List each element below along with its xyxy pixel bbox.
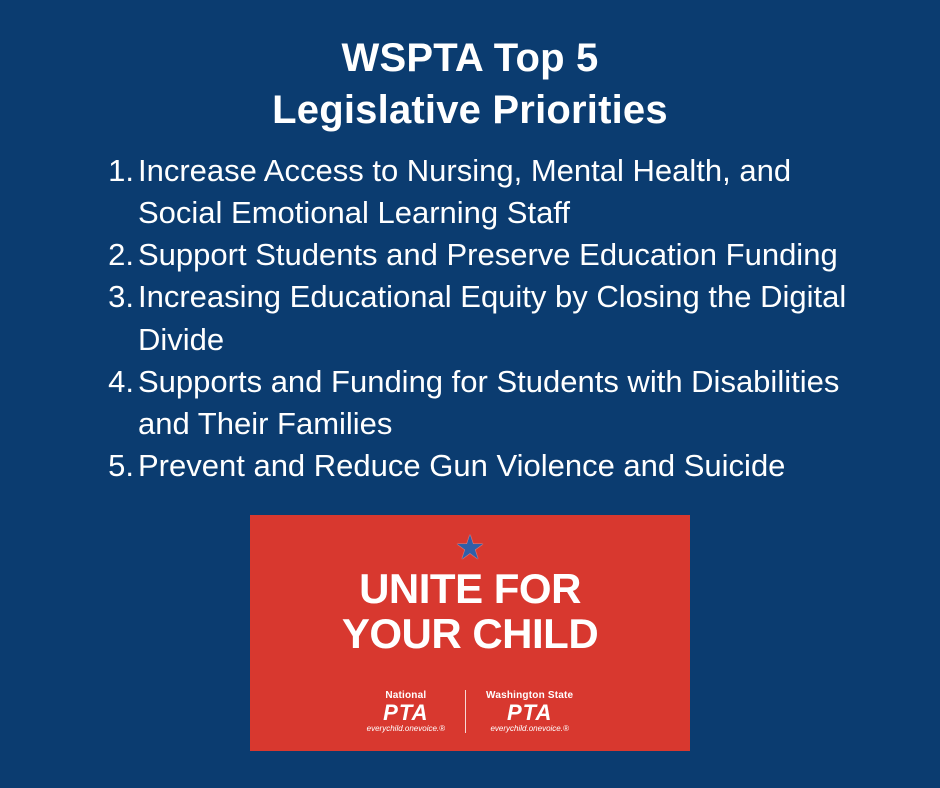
national-pta-logo-wordmark: PTA (383, 699, 429, 725)
national-pta-logo-top: National (385, 689, 427, 701)
list-item-label: Prevent and Reduce Gun Violence and Suicide (138, 448, 786, 484)
banner-headline-line-2: YOUR CHILD (341, 609, 599, 657)
list-item-number: 2. (108, 237, 134, 273)
unite-for-your-child-banner (250, 515, 690, 751)
list-item-label: Increase Access to Nursing, Mental Health, and Social Emotional Learning Staff (138, 153, 792, 231)
list-item (0, 150, 940, 234)
banner-wrapper (0, 515, 940, 751)
list-item (0, 361, 940, 445)
list-item-number: 1. (108, 153, 134, 188)
banner-headline-line-1: UNITE FOR (359, 565, 581, 613)
page-title-line-1: WSPTA Top 5 (341, 36, 599, 80)
national-pta-logo (347, 690, 465, 734)
list-item-label: Increasing Educational Equity by Closing the Digital Divide (138, 279, 847, 357)
list-item-number: 4. (108, 363, 134, 399)
list-item-number: 5. (108, 448, 134, 484)
washington-state-pta-logo-top: Washington State (486, 689, 574, 701)
priorities-list (0, 150, 940, 487)
list-item-label: Supports and Funding for Students with Disabilities and Their Families (138, 363, 840, 441)
list-item (0, 234, 940, 276)
national-pta-logo-tagline: everychild.onevoice.® (366, 723, 446, 733)
washington-state-pta-logo (465, 690, 593, 734)
page-title-line-2: Legislative Priorities (272, 88, 668, 132)
washington-state-pta-logo-wordmark: PTA (507, 699, 553, 725)
banner-logos (250, 690, 690, 734)
list-item-number: 3. (108, 279, 134, 315)
list-item (0, 445, 940, 487)
star-icon: ★ (454, 529, 486, 568)
list-item-label: Support Students and Preserve Education Funding (138, 237, 838, 273)
title-block (0, 0, 940, 136)
washington-state-pta-logo-tagline: everychild.onevoice.® (490, 723, 569, 733)
list-item (0, 276, 940, 360)
